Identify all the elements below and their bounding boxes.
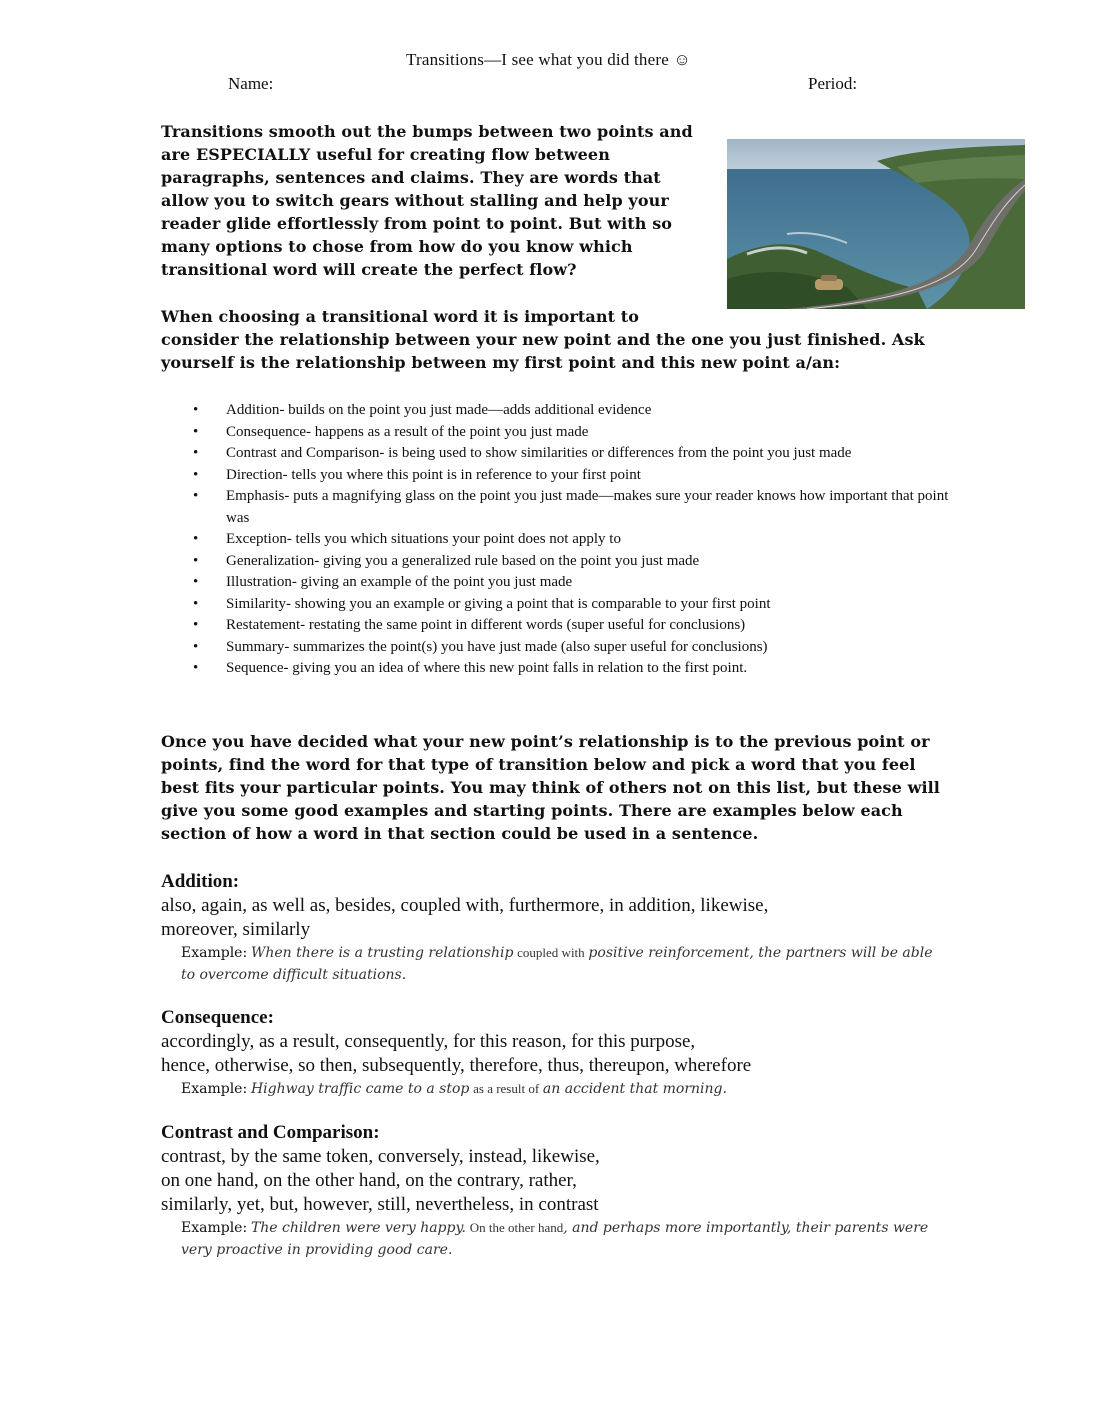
relationship-question-line1: When choosing a transitional word it is important to <box>161 307 640 326</box>
contrast-comparison-section <box>161 1121 951 1261</box>
list-item: • Restatement- restating the same point in different words (super useful for conclusions) <box>193 615 953 637</box>
relationship-question-rest: consider the relationship between your new point and the one you just finished. Ask yourself is the relationship between my first point and this new point a/an: <box>161 330 925 372</box>
example-sentence: Example: Highway traffic came to a stop as a result of an accident that morning. <box>181 1081 727 1097</box>
section-heading: Consequence: <box>161 1007 274 1028</box>
bullet-icon: • <box>193 402 199 418</box>
transition-words: contrast, by the same token, conversely, instead, likewise, <box>161 1146 600 1167</box>
bullet-icon: • <box>193 552 199 569</box>
period-label: Period: <box>808 74 858 93</box>
section-heading: Addition: <box>161 871 240 892</box>
example-label: Example: <box>181 945 248 961</box>
transition-words: also, again, as well as, besides, coupled with, furthermore, in addition, likewise, <box>161 895 769 916</box>
example-sentence: Example: The children were very happy. On the other hand, and perhaps more importantly, their parents were very proactive in providing good care. <box>181 1220 929 1258</box>
list-item: • Emphasis- puts a magnifying glass on the point you just made—makes sure your reader knows how important that point was <box>193 488 949 526</box>
page-title: Transitions—I see what you did there ☺ <box>406 50 691 69</box>
bullet-icon: • <box>193 488 199 504</box>
list-item: • Summary- summarizes the point(s) you have just made (also super useful for conclusions) <box>193 637 953 659</box>
example-sentence: Example: When there is a trusting relationship coupled with positive reinforcement, the partners will be able to overcome difficult situations. <box>181 945 933 983</box>
list-item: • Contrast and Comparison- is being used to show similarities or differences from the point you just made <box>193 443 953 465</box>
list-item: • Generalization- giving you a generalized rule based on the point you just made <box>193 551 953 573</box>
bullet-icon: • <box>193 574 199 590</box>
list-item: • Consequence- happens as a result of the point you just made <box>193 422 953 444</box>
addition-section <box>161 870 951 986</box>
bullet-icon: • <box>193 423 199 440</box>
transition-words: on one hand, on the other hand, on the contrary, rather, <box>161 1170 577 1191</box>
coastal-road-photo <box>727 139 1025 309</box>
example-label: Example: <box>181 1220 248 1236</box>
list-item: • Illustration- giving an example of the point you just made <box>193 572 953 594</box>
transition-words: similarly, yet, but, however, still, nevertheless, in contrast <box>161 1194 599 1215</box>
bullet-icon: • <box>193 638 199 655</box>
instructions-paragraph: Once you have decided what your new point’s relationship is to the previous point or points, find the word for that type of transition below and pick a word that you feel best fits your particular points. You may think of others not on this list, but these will give you some good examples and starting points. There are examples below each section of how a word in that section could be used in a sentence. <box>161 732 940 843</box>
example-label: Example: <box>181 1081 248 1097</box>
intro-paragraph: Transitions smooth out the bumps between two points and are ESPECIALLY useful for creating flow between paragraphs, sentences and claims. They are words that allow you to switch gears without stalling and help your reader glide effortlessly from point to point. But with so many options to chose from how do you know which transitional word will create the perfect flow? <box>161 122 693 279</box>
bullet-icon: • <box>193 531 199 547</box>
bullet-icon: • <box>193 595 199 612</box>
transition-words: accordingly, as a result, consequently, for this reason, for this purpose, <box>161 1031 696 1052</box>
name-label: Name: <box>228 74 274 93</box>
transition-words: hence, otherwise, so then, subsequently, therefore, thus, thereupon, wherefore <box>161 1055 752 1076</box>
bullet-icon: • <box>193 617 199 633</box>
list-item: • Addition- builds on the point you just made—adds additional evidence <box>193 400 953 422</box>
relationship-question <box>161 305 941 374</box>
list-item: • Sequence- giving you an idea of where this new point falls in relation to the first point. <box>193 658 953 680</box>
list-item: • Exception- tells you which situations your point does not apply to <box>193 529 953 551</box>
bullet-icon: • <box>193 445 199 461</box>
bullet-icon: • <box>193 466 199 483</box>
section-heading: Contrast and Comparison: <box>161 1122 380 1143</box>
relationship-list <box>193 400 953 680</box>
bullet-icon: • <box>193 660 199 676</box>
list-item: • Direction- tells you where this point is in reference to your first point <box>193 465 953 487</box>
list-item: • Similarity- showing you an example or giving a point that is comparable to your first point <box>193 594 953 616</box>
transition-words: moreover, similarly <box>161 919 311 940</box>
consequence-section <box>161 1006 951 1100</box>
